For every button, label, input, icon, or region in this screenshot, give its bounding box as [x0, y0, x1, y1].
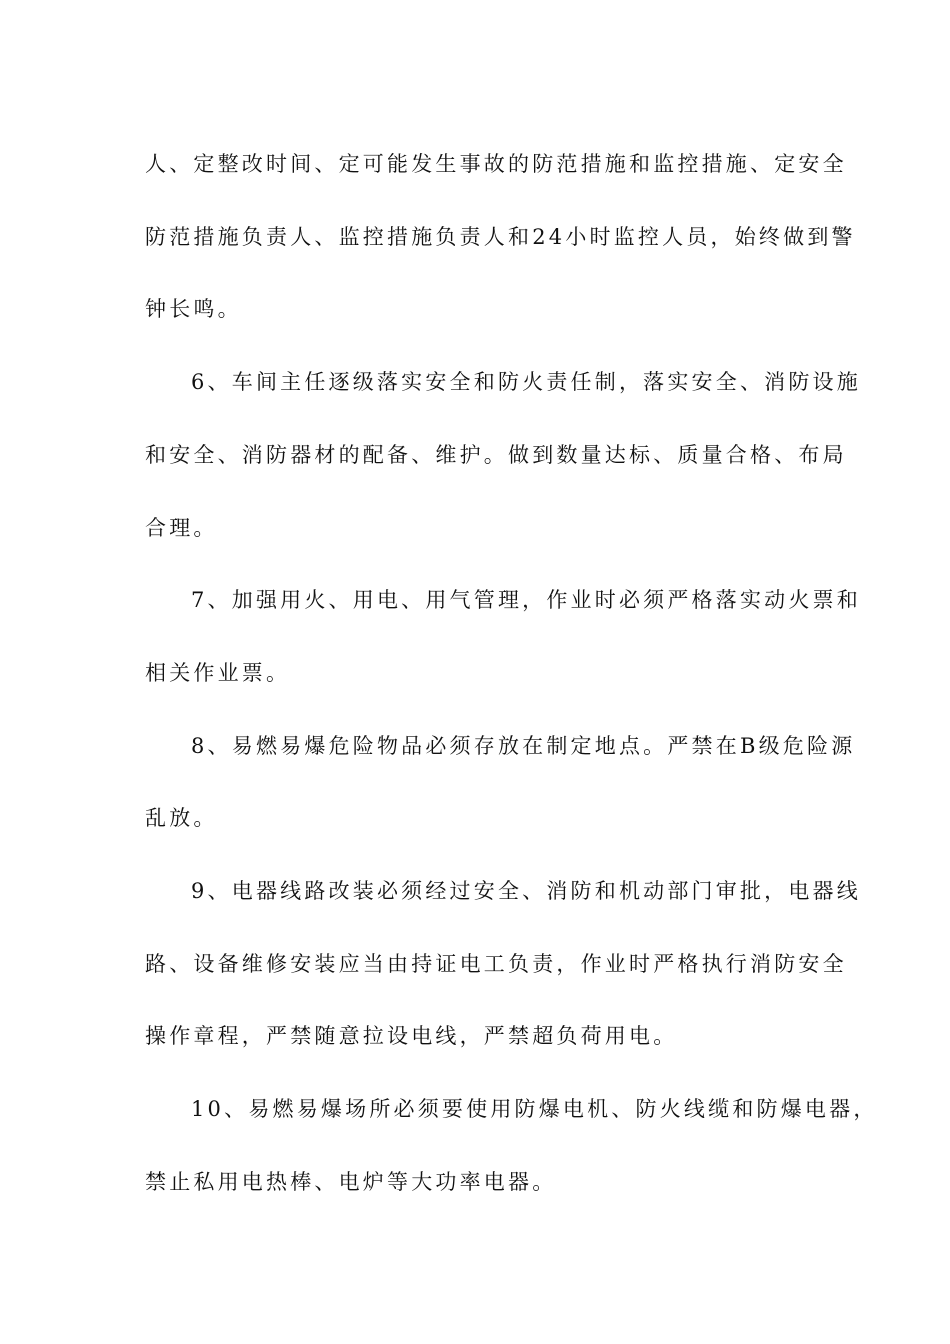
text-line: 人、定整改时间、定可能发生事故的防范措施和监控措施、定安全 — [145, 152, 847, 176]
text-line: 和安全、消防器材的配备、维护。做到数量达标、质量合格、布局 — [145, 442, 847, 467]
text-line: 乱放。 — [145, 806, 218, 831]
text-line: 相关作业票。 — [145, 660, 291, 685]
text-line: 操作章程，严禁随意拉设电线，严禁超负荷用电。 — [145, 1024, 678, 1049]
text-line: 禁止私用电热棒、电炉等大功率电器。 — [145, 1169, 557, 1194]
text-line: 9、电器线路改装必须经过安全、消防和机动部门审批，电器线 — [191, 879, 861, 904]
text-line: 8、易燃易爆危险物品必须存放在制定地点。严禁在B级危险源 — [191, 733, 856, 758]
document-body — [145, 128, 878, 1219]
text-line: 7、加强用火、用电、用气管理，作业时必须严格落实动火票和 — [191, 588, 861, 613]
text-line: 6、车间主任逐级落实安全和防火责任制，落实安全、消防设施 — [191, 370, 861, 395]
text-line: 路、设备维修安装应当由持证电工负责，作业时严格执行消防安全 — [145, 951, 847, 976]
text-line: 10、易燃易爆场所必须要使用防爆电机、防火线缆和防爆电器， — [191, 1097, 878, 1122]
text-line: 合理。 — [145, 515, 218, 540]
text-line: 防范措施负责人、监控措施负责人和24小时监控人员，始终做到警 — [145, 224, 856, 249]
text-line: 钟长鸣。 — [145, 297, 242, 322]
